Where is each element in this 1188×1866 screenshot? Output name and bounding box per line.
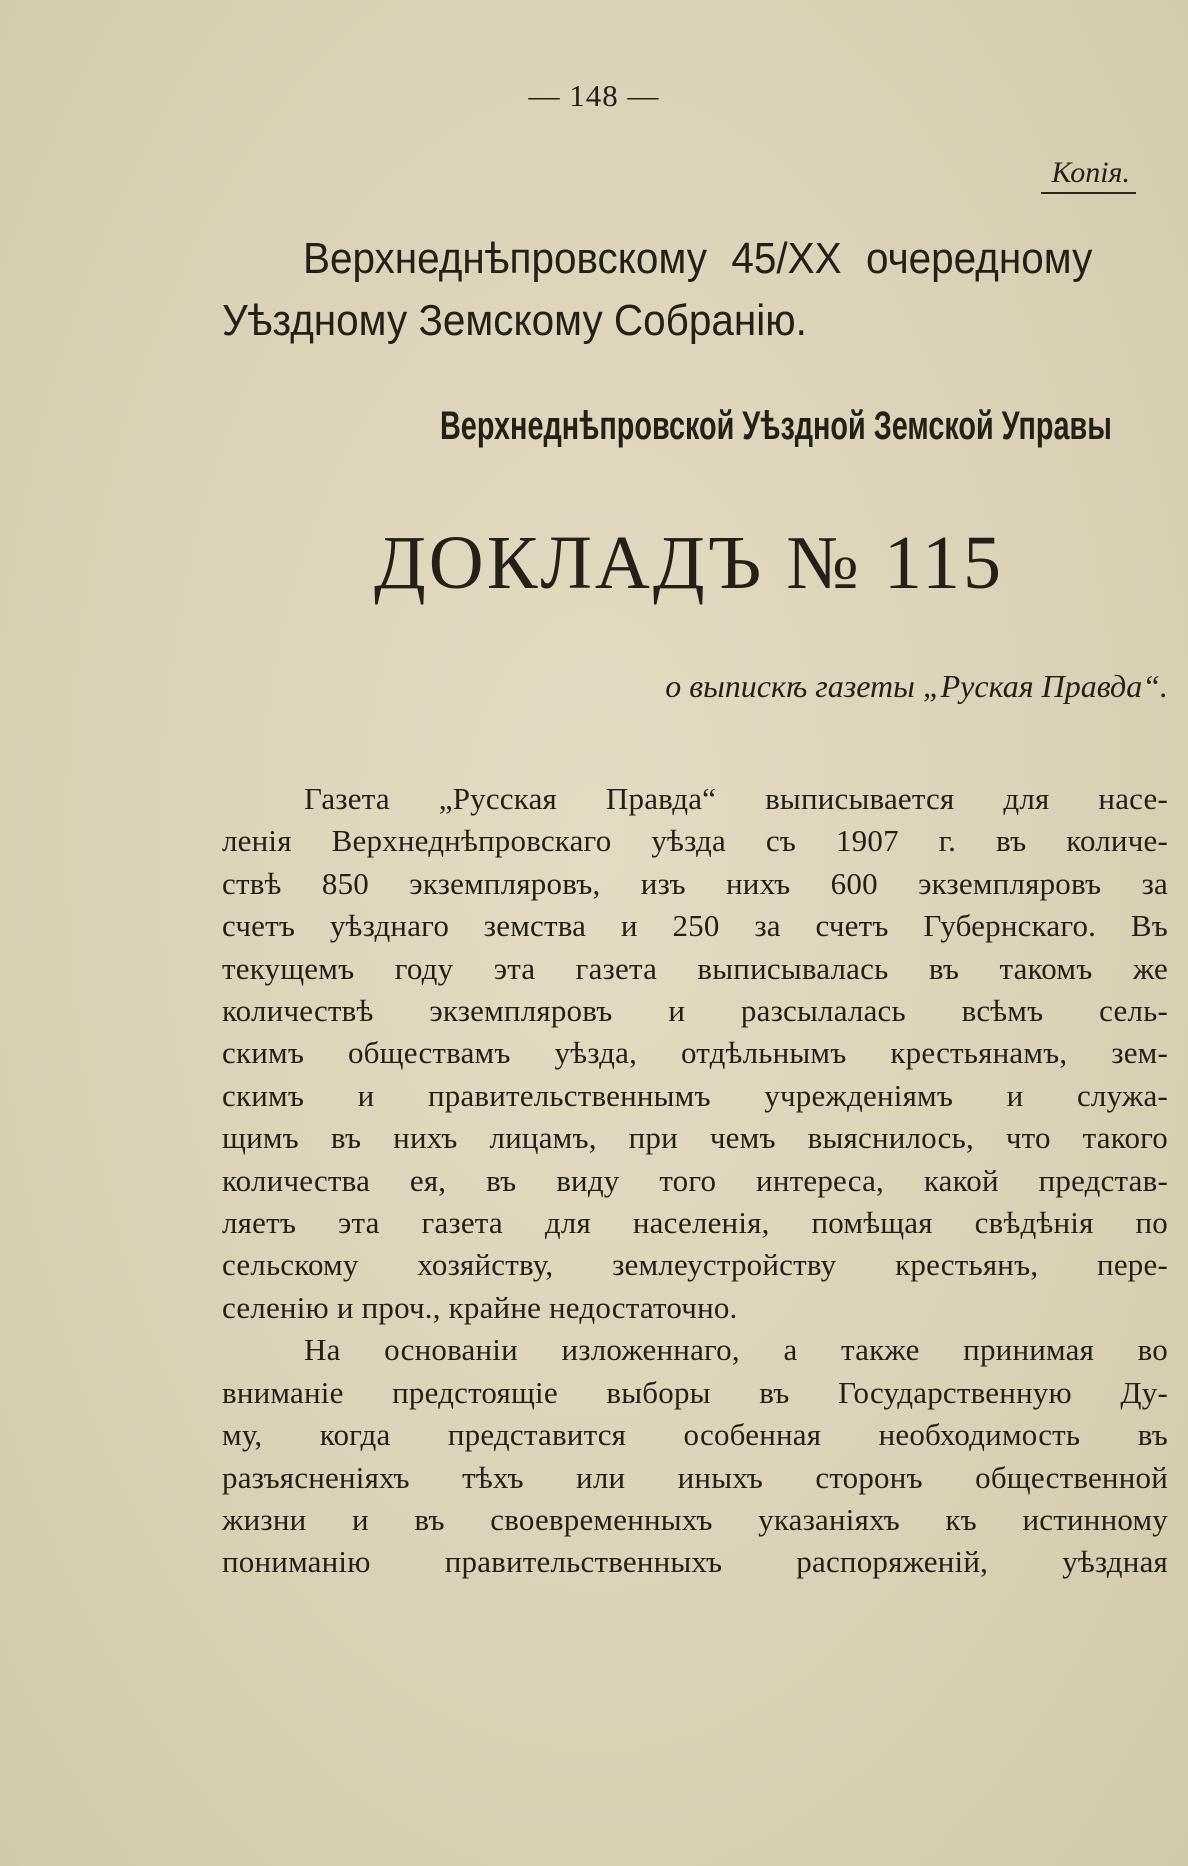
addressee-line-2: Уѣздному Земскому Собранію. [222, 296, 807, 345]
body-text [222, 778, 1168, 1584]
text-line: скимъ обществамъ уѣзда, отдѣльнымъ крестьянамъ, зем- [222, 1035, 1168, 1071]
text-line: вниманіе предстоящіе выборы въ Государственную Ду- [222, 1374, 1168, 1410]
text-line: разъясненіяхъ тѣхъ или иныхъ сторонъ общественной [222, 1459, 1168, 1495]
text-line: Газета „Русская Правда“ выписывается для насе- [304, 781, 1168, 816]
text-line: селенію и проч., крайне недостаточно. [222, 1289, 738, 1325]
text-line: пониманію правительственныхъ распоряженій, уѣздная [222, 1544, 1168, 1580]
text-line: ленія Верхнеднѣпровскаго уѣзда съ 1907 г. въ количе- [222, 823, 1168, 859]
addressee-line-1: Верхнеднѣпровскому 45/XX очередному [302, 234, 1093, 283]
report-title: ДОКЛАДЪ № 115 [373, 521, 1005, 605]
issuer-heading: Верхнеднѣпровской Уѣздной Земской Управы [440, 404, 1112, 448]
paragraph-2 [222, 1329, 1168, 1583]
addressee [222, 228, 1092, 352]
text-line: щимъ въ нихъ лицамъ, при чемъ выяснилось, что такого [222, 1120, 1168, 1156]
report-subject: о выпискѣ газеты „Руская Правда“. [665, 668, 1168, 704]
paragraph-1 [222, 778, 1168, 1329]
text-line: количества ея, въ виду того интереса, какой представ- [222, 1162, 1168, 1198]
copy-label: Копія. [1041, 156, 1136, 194]
text-line: На основаніи изложеннаго, а также принимая во [304, 1332, 1168, 1368]
text-line: счетъ уѣзднаго земства и 250 за счетъ Губернскаго. Въ [222, 908, 1168, 944]
text-line: количествѣ экземпляровъ и разсылалась всѣмъ сель- [222, 993, 1168, 1029]
page-number: — 148 — [528, 78, 660, 113]
text-line: ствѣ 850 экземпляровъ, изъ нихъ 600 экземпляровъ за [222, 865, 1168, 901]
text-line: му, когда представится особенная необходимость въ [222, 1417, 1168, 1453]
text-line: сельскому хозяйству, землеустройству крестьянъ, пере- [222, 1247, 1168, 1283]
text-line: текущемъ году эта газета выписывалась въ такомъ же [222, 950, 1168, 986]
text-line: жизни и въ своевременныхъ указаніяхъ къ истинному [222, 1501, 1168, 1537]
text-line: скимъ и правительственнымъ учрежденіямъ и служа- [222, 1077, 1168, 1113]
text-line: ляетъ эта газета для населенія, помѣщая свѣдѣнія по [222, 1205, 1168, 1241]
